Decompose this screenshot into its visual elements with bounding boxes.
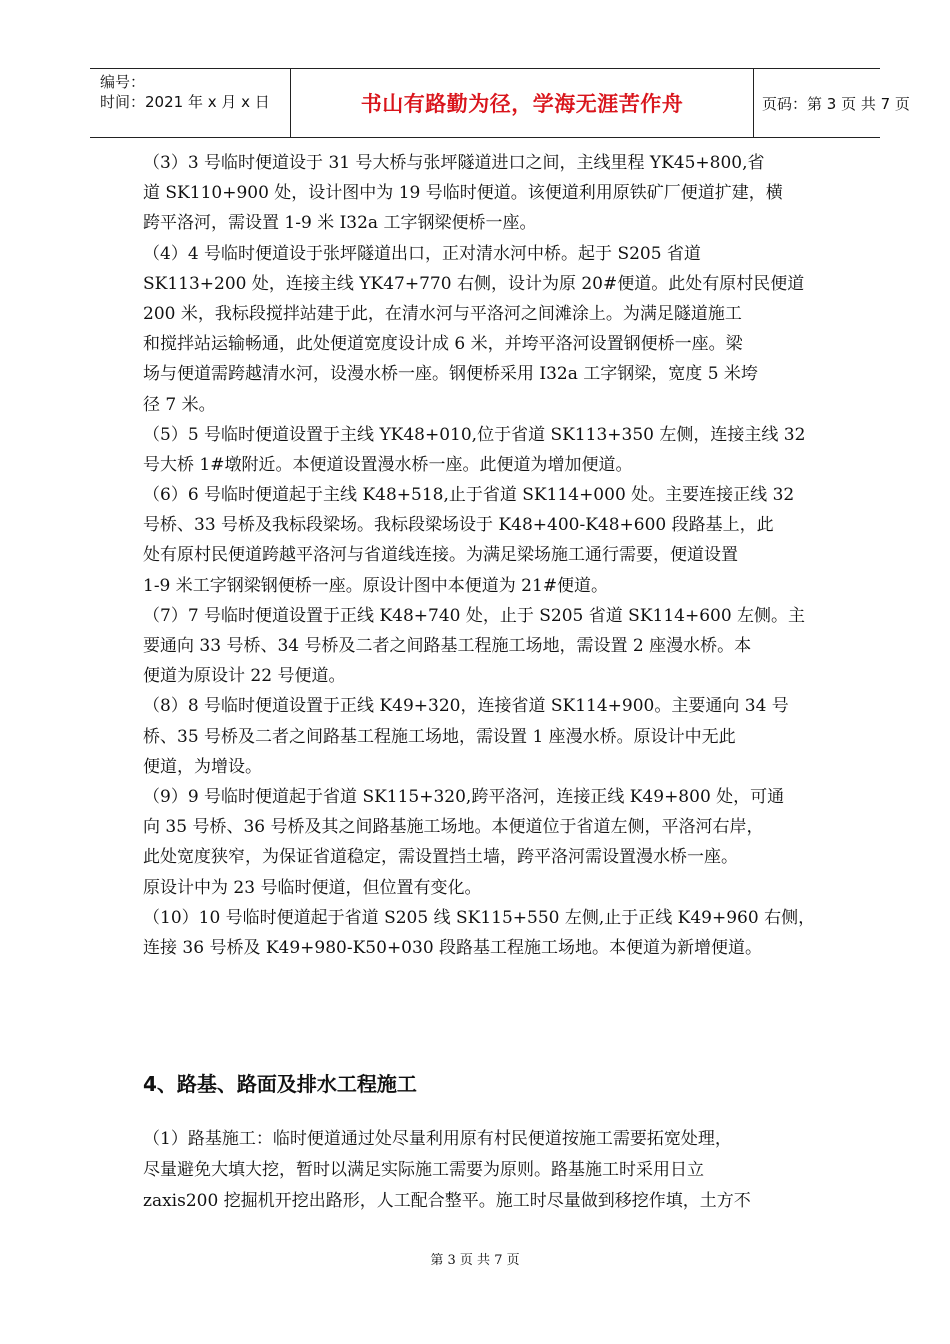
- text-line: 便道，为增设。: [143, 756, 262, 777]
- header-page-info: 页码：第 3 页 共 7 页: [762, 94, 910, 113]
- text-line: 道 SK110+900 处，设计图中为 19 号临时便道。该便道利用原铁矿厂便道扩建，横: [143, 183, 783, 204]
- text-line: 向 35 号桥、36 号桥及其之间路基施工场地。本便道位于省道左侧，平洛河右岸，: [143, 817, 764, 838]
- text-line: （6）6 号临时便道起于主线 K48+518,止于省道 SK114+000 处。主要连接正线 32: [143, 485, 795, 506]
- body-text: [143, 148, 827, 963]
- header-slogan: 书山有路勤为径，学海无涯苦作舟: [360, 92, 684, 116]
- document-date-label: 时间：2021 年 x 月 x 日: [100, 93, 270, 111]
- text-line: （7）7 号临时便道设置于正线 K48+740 处，止于 S205 省道 SK114+600 左侧。主: [143, 605, 806, 626]
- header-meta: [90, 69, 290, 137]
- header-slogan-cell: [290, 69, 754, 137]
- text-line: （5）5 号临时便道设置于主线 YK48+010,位于省道 SK113+350 左侧，连接主线 32: [143, 424, 806, 445]
- page-header: [90, 68, 910, 138]
- text-line: （3）3 号临时便道设于 31 号大桥与张坪隧道进口之间，主线里程 YK45+800,省: [143, 153, 765, 173]
- text-line: 连接 36 号桥及 K49+980-K50+030 段路基工程施工场地。本便道为新增便道。: [143, 937, 763, 958]
- text-line: 和搅拌站运输畅通，此处便道宽度设计成 6 米，并垮平洛河设置钢便桥一座。梁: [143, 334, 743, 355]
- header-page-cell: [754, 69, 910, 137]
- text-line: 要通向 33 号桥、34 号桥及二者之间路基工程施工场地，需设置 2 座漫水桥。本: [143, 636, 752, 656]
- text-line: 200 米，我标段搅拌站建于此，在清水河与平洛河之间滩涂上。为满足隧道施工: [143, 303, 742, 324]
- document-number-label: 编号：: [100, 73, 146, 91]
- text-line: 场与便道需跨越清水河，设漫水桥一座。钢便桥采用 I32a 工字钢梁，宽度 5 米垮: [143, 364, 758, 385]
- text-line: 处有原村民便道跨越平洛河与省道线连接。为满足梁场施工通行需要，便道设置: [143, 545, 738, 566]
- text-line: （10）10 号临时便道起于省道 S205 线 SK115+550 左侧,止于正线 K49+960 右侧，: [143, 907, 816, 928]
- text-line: 1-9 米工字钢梁钢便桥一座。原设计图中本便道为 21#便道。: [143, 575, 609, 596]
- text-line: 径 7 米。: [143, 394, 216, 415]
- text-line: 号桥、33 号桥及我标段梁场。我标段梁场设于 K48+400-K48+600 段路基上，此: [143, 515, 774, 536]
- text-line: 号大桥 1#墩附近。本便道设置漫水桥一座。此便道为增加便道。: [143, 454, 633, 475]
- text-line: （1）路基施工：临时便道通过处尽量利用原有村民便道按施工需要拓宽处理，: [143, 1129, 732, 1149]
- section-heading: 4、路基、路面及排水工程施工: [143, 1072, 417, 1096]
- text-line: （4）4 号临时便道设于张坪隧道出口，正对清水河中桥。起于 S205 省道: [143, 243, 701, 264]
- text-line: （8）8 号临时便道设置于正线 K49+320，连接省道 SK114+900。主要通向 34 号: [143, 696, 789, 717]
- text-line: SK113+200 处，连接主线 YK47+770 右侧，设计为原 20#便道。此处有原村民便道: [143, 273, 805, 294]
- text-line: （9）9 号临时便道起于省道 SK115+320,跨平洛河，连接正线 K49+800 处，可通: [143, 786, 785, 807]
- text-line: 尽量避免大填大挖，暂时以满足实际施工需要为原则。路基施工时采用日立: [143, 1160, 704, 1180]
- page-footer: 第 3 页 共 7 页: [430, 1253, 520, 1268]
- section-body-text: [143, 1124, 827, 1217]
- text-line: 跨平洛河，需设置 1-9 米 I32a 工字钢梁便桥一座。: [143, 213, 537, 234]
- text-line: 桥、35 号桥及二者之间路基工程施工场地，需设置 1 座漫水桥。原设计中无此: [143, 726, 736, 747]
- text-line: 此处宽度狭窄，为保证省道稳定，需设置挡土墙，跨平洛河需设置漫水桥一座。: [143, 847, 738, 868]
- text-line: 原设计中为 23 号临时便道，但位置有变化。: [143, 877, 482, 898]
- text-line: zaxis200 挖掘机开挖出路形，人工配合整平。施工时尽量做到移挖作填，土方不: [143, 1191, 751, 1211]
- text-line: 便道为原设计 22 号便道。: [143, 666, 346, 687]
